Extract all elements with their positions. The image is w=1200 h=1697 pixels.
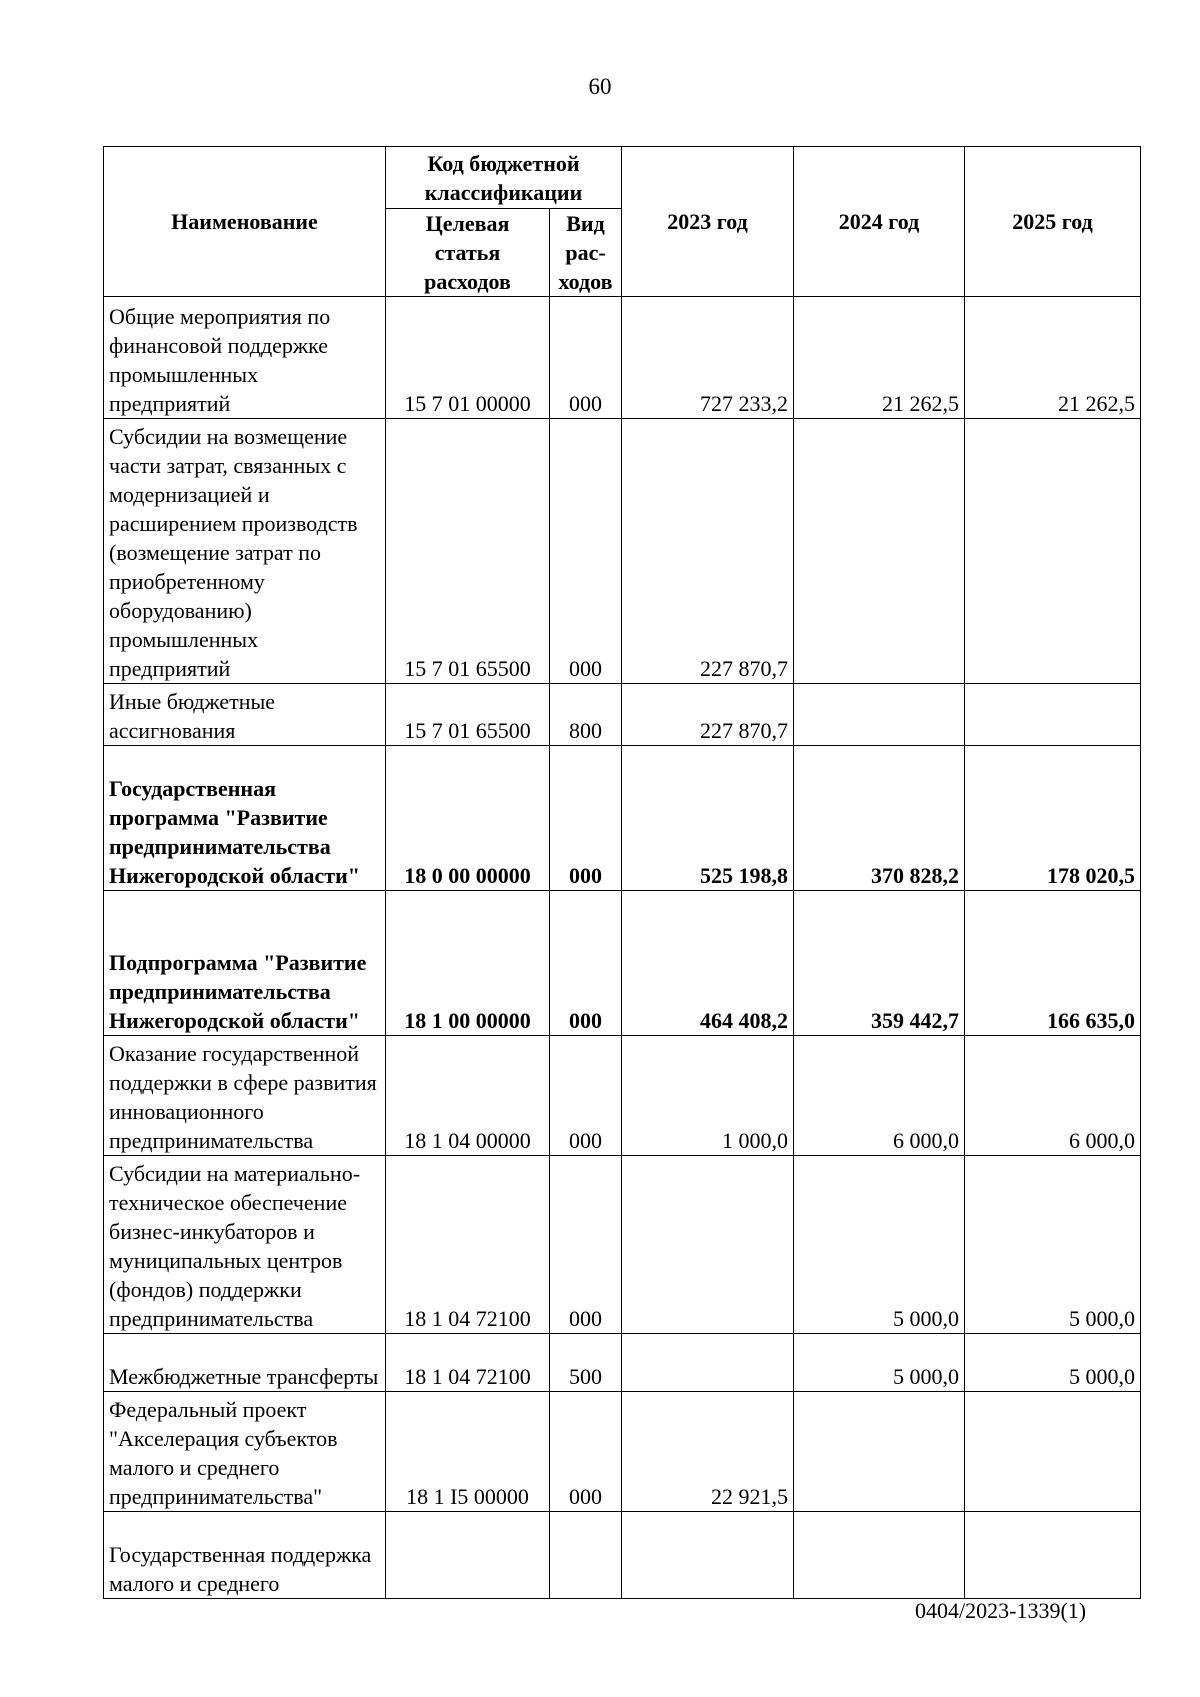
row-value-2025: 166 635,0	[965, 891, 1141, 1036]
row-value-2023: 727 233,2	[622, 297, 794, 419]
budget-table	[103, 146, 1141, 1599]
row-target-code: 18 1 04 72100	[386, 1334, 550, 1392]
table-row	[104, 1036, 1141, 1156]
row-expense-kind: 000	[550, 1036, 622, 1156]
row-name: Межбюджетные трансферты	[104, 1334, 386, 1392]
row-value-2023	[622, 1334, 794, 1392]
row-value-2025	[965, 419, 1141, 684]
table-row	[104, 1156, 1141, 1334]
table-row	[104, 1334, 1141, 1392]
row-target-code: 18 1 I5 00000	[386, 1392, 550, 1512]
row-value-2023: 227 870,7	[622, 419, 794, 684]
row-name: Оказание государственной поддержки в сфере развития инновационного предпринимательства	[104, 1036, 386, 1156]
row-value-2024	[794, 419, 965, 684]
header-2024: 2024 год	[794, 147, 965, 297]
row-value-2024: 359 442,7	[794, 891, 965, 1036]
row-expense-kind: 000	[550, 746, 622, 891]
table-row	[104, 684, 1141, 746]
row-expense-kind: 000	[550, 891, 622, 1036]
row-value-2024: 6 000,0	[794, 1036, 965, 1156]
row-value-2023: 1 000,0	[622, 1036, 794, 1156]
row-value-2024: 5 000,0	[794, 1156, 965, 1334]
row-value-2023: 227 870,7	[622, 684, 794, 746]
header-code-group: Код бюджетной классификации	[386, 147, 622, 209]
header-2023: 2023 год	[622, 147, 794, 297]
row-name: Общие мероприятия по финансовой поддержке промышленных предприятий	[104, 297, 386, 419]
row-value-2025: 5 000,0	[965, 1156, 1141, 1334]
table-row	[104, 297, 1141, 419]
row-target-code: 18 1 04 72100	[386, 1156, 550, 1334]
table-row	[104, 1512, 1141, 1599]
row-value-2025	[965, 1392, 1141, 1512]
row-value-2023: 464 408,2	[622, 891, 794, 1036]
row-expense-kind: 000	[550, 419, 622, 684]
row-expense-kind: 000	[550, 1156, 622, 1334]
table-row	[104, 746, 1141, 891]
page-number: 60	[588, 74, 612, 99]
row-name: Государственная программа "Развитие предпринимательства Нижегородской области"	[104, 746, 386, 891]
row-expense-kind	[550, 1512, 622, 1599]
row-target-code: 15 7 01 00000	[386, 297, 550, 419]
row-value-2023	[622, 1512, 794, 1599]
table-row	[104, 1392, 1141, 1512]
table-row	[104, 891, 1141, 1036]
row-value-2025	[965, 1512, 1141, 1599]
row-value-2024: 21 262,5	[794, 297, 965, 419]
row-value-2025: 178 020,5	[965, 746, 1141, 891]
row-name: Субсидии на материально-техническое обеспечение бизнес-инкубаторов и муниципальных центров (фондов) поддержки предпринимательства	[104, 1156, 386, 1334]
row-name: Иные бюджетные ассигнования	[104, 684, 386, 746]
row-name: Федеральный проект "Акселерация субъектов малого и среднего предпринимательства"	[104, 1392, 386, 1512]
row-value-2024: 370 828,2	[794, 746, 965, 891]
row-value-2024	[794, 1512, 965, 1599]
row-name: Подпрограмма "Развитие предпринимательства Нижегородской области"	[104, 891, 386, 1036]
row-expense-kind: 000	[550, 1392, 622, 1512]
row-expense-kind: 800	[550, 684, 622, 746]
row-target-code	[386, 1512, 550, 1599]
row-expense-kind: 000	[550, 297, 622, 419]
row-value-2024	[794, 1392, 965, 1512]
header-kind: Вид рас-ходов	[550, 209, 622, 297]
row-target-code: 15 7 01 65500	[386, 684, 550, 746]
row-value-2025	[965, 684, 1141, 746]
row-value-2025: 5 000,0	[965, 1334, 1141, 1392]
table-row	[104, 419, 1141, 684]
header-target: Целевая статья расходов	[386, 209, 550, 297]
document-number: 0404/2023-1339(1)	[915, 1598, 1087, 1623]
row-value-2025: 6 000,0	[965, 1036, 1141, 1156]
row-value-2024: 5 000,0	[794, 1334, 965, 1392]
row-value-2023: 22 921,5	[622, 1392, 794, 1512]
row-value-2024	[794, 684, 965, 746]
row-value-2023: 525 198,8	[622, 746, 794, 891]
row-target-code: 18 0 00 00000	[386, 746, 550, 891]
row-name: Государственная поддержка малого и среднего	[104, 1512, 386, 1599]
row-expense-kind: 500	[550, 1334, 622, 1392]
row-value-2023	[622, 1156, 794, 1334]
row-target-code: 15 7 01 65500	[386, 419, 550, 684]
header-2025: 2025 год	[965, 147, 1141, 297]
row-value-2025: 21 262,5	[965, 297, 1141, 419]
row-target-code: 18 1 04 00000	[386, 1036, 550, 1156]
row-target-code: 18 1 00 00000	[386, 891, 550, 1036]
header-name: Наименование	[104, 147, 386, 297]
row-name: Субсидии на возмещение части затрат, связанных с модернизацией и расширением производств (возмещение затрат по приобретенному оборудованию) промышленных предприятий	[104, 419, 386, 684]
